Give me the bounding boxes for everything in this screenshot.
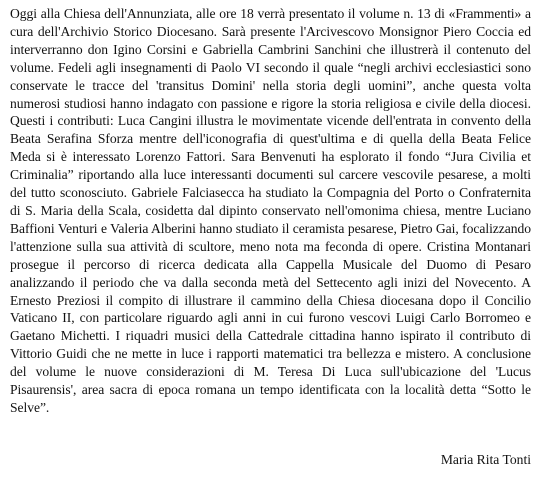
author-signature: Maria Rita Tonti (440, 452, 531, 467)
article-body: Oggi alla Chiesa dell'Annunziata, alle ore 18 verrà presentato il volume n. 13 di «Frammenti» a cura dell'Archivio Storico Diocesano. Sarà presente l'Arcivescovo Monsignor Piero Coccia ed interverranno don Igino Corsini e Gabriella Cambrini Sanchini che illustrerà il contenuto del volume. Fedeli agli insegnamenti di Paolo VI secondo il quale “negli archivi ecclesiastici sono conservate le tracce del 'transitus Domini' nella storia degli uomini”, anche questa volta numerosi studiosi hanno indagato con passione e rigore la storia religiosa e civile della diocesi. Questi i contributi: Luca Cangini illustra le movimentate vicende dell'entrata in convento della Beata Serafina Sforza mentre dell'iconografia di quest'ultima e di quella della Beata Felice Meda si è interessato Lorenzo Fattori. Sara Benvenuti ha esplorato il fondo “Jura Civilia et Criminalia” riportando alla luce interessanti documenti sul carcere vescovile pesarese, a molti del tutto sconosciuto. Gabriele Falciasecca ha studiato la Compagnia del Porto o Confraternita di S. Maria della Scala, cosidetta dal dipinto conservato nell'omonima chiesa, mentre Luciano Baffioni Venturi e Valeria Alberini hanno studiato il ceramista pesarese, Pietro Gai, focalizzando l'attenzione sulla sua attività di scultore, meno nota ma feconda di opere. Cristina Montanari prosegue il percorso di ricerca dedicata alla Cappella Musicale del Duomo di Pesaro analizzando il periodo che va dalla seconda metà del Settecento agli inizi del Novecento. A Ernesto Preziosi il compito di illustrare il cammino della Chiesa diocesana dopo il Concilio Vaticano II, con particolare riguardo agli anni in cui furono vescovi Luigi Carlo Borromeo e Gaetano Michetti. I riquadri musici della Cattedrale cittadina hanno ispirato il contributo di Vittorio Guidi che ne mette in luce i rapporti matematici tra bellezza e mistero. A conclusione del volume le nuove considerazioni di M. Teresa Di Luca sull'ubicazione del 'Lucus Pisaurensis', area sacra di epoca romana un tempo identificata con la località detta “Sotto le Selve”. (10, 6, 531, 415)
